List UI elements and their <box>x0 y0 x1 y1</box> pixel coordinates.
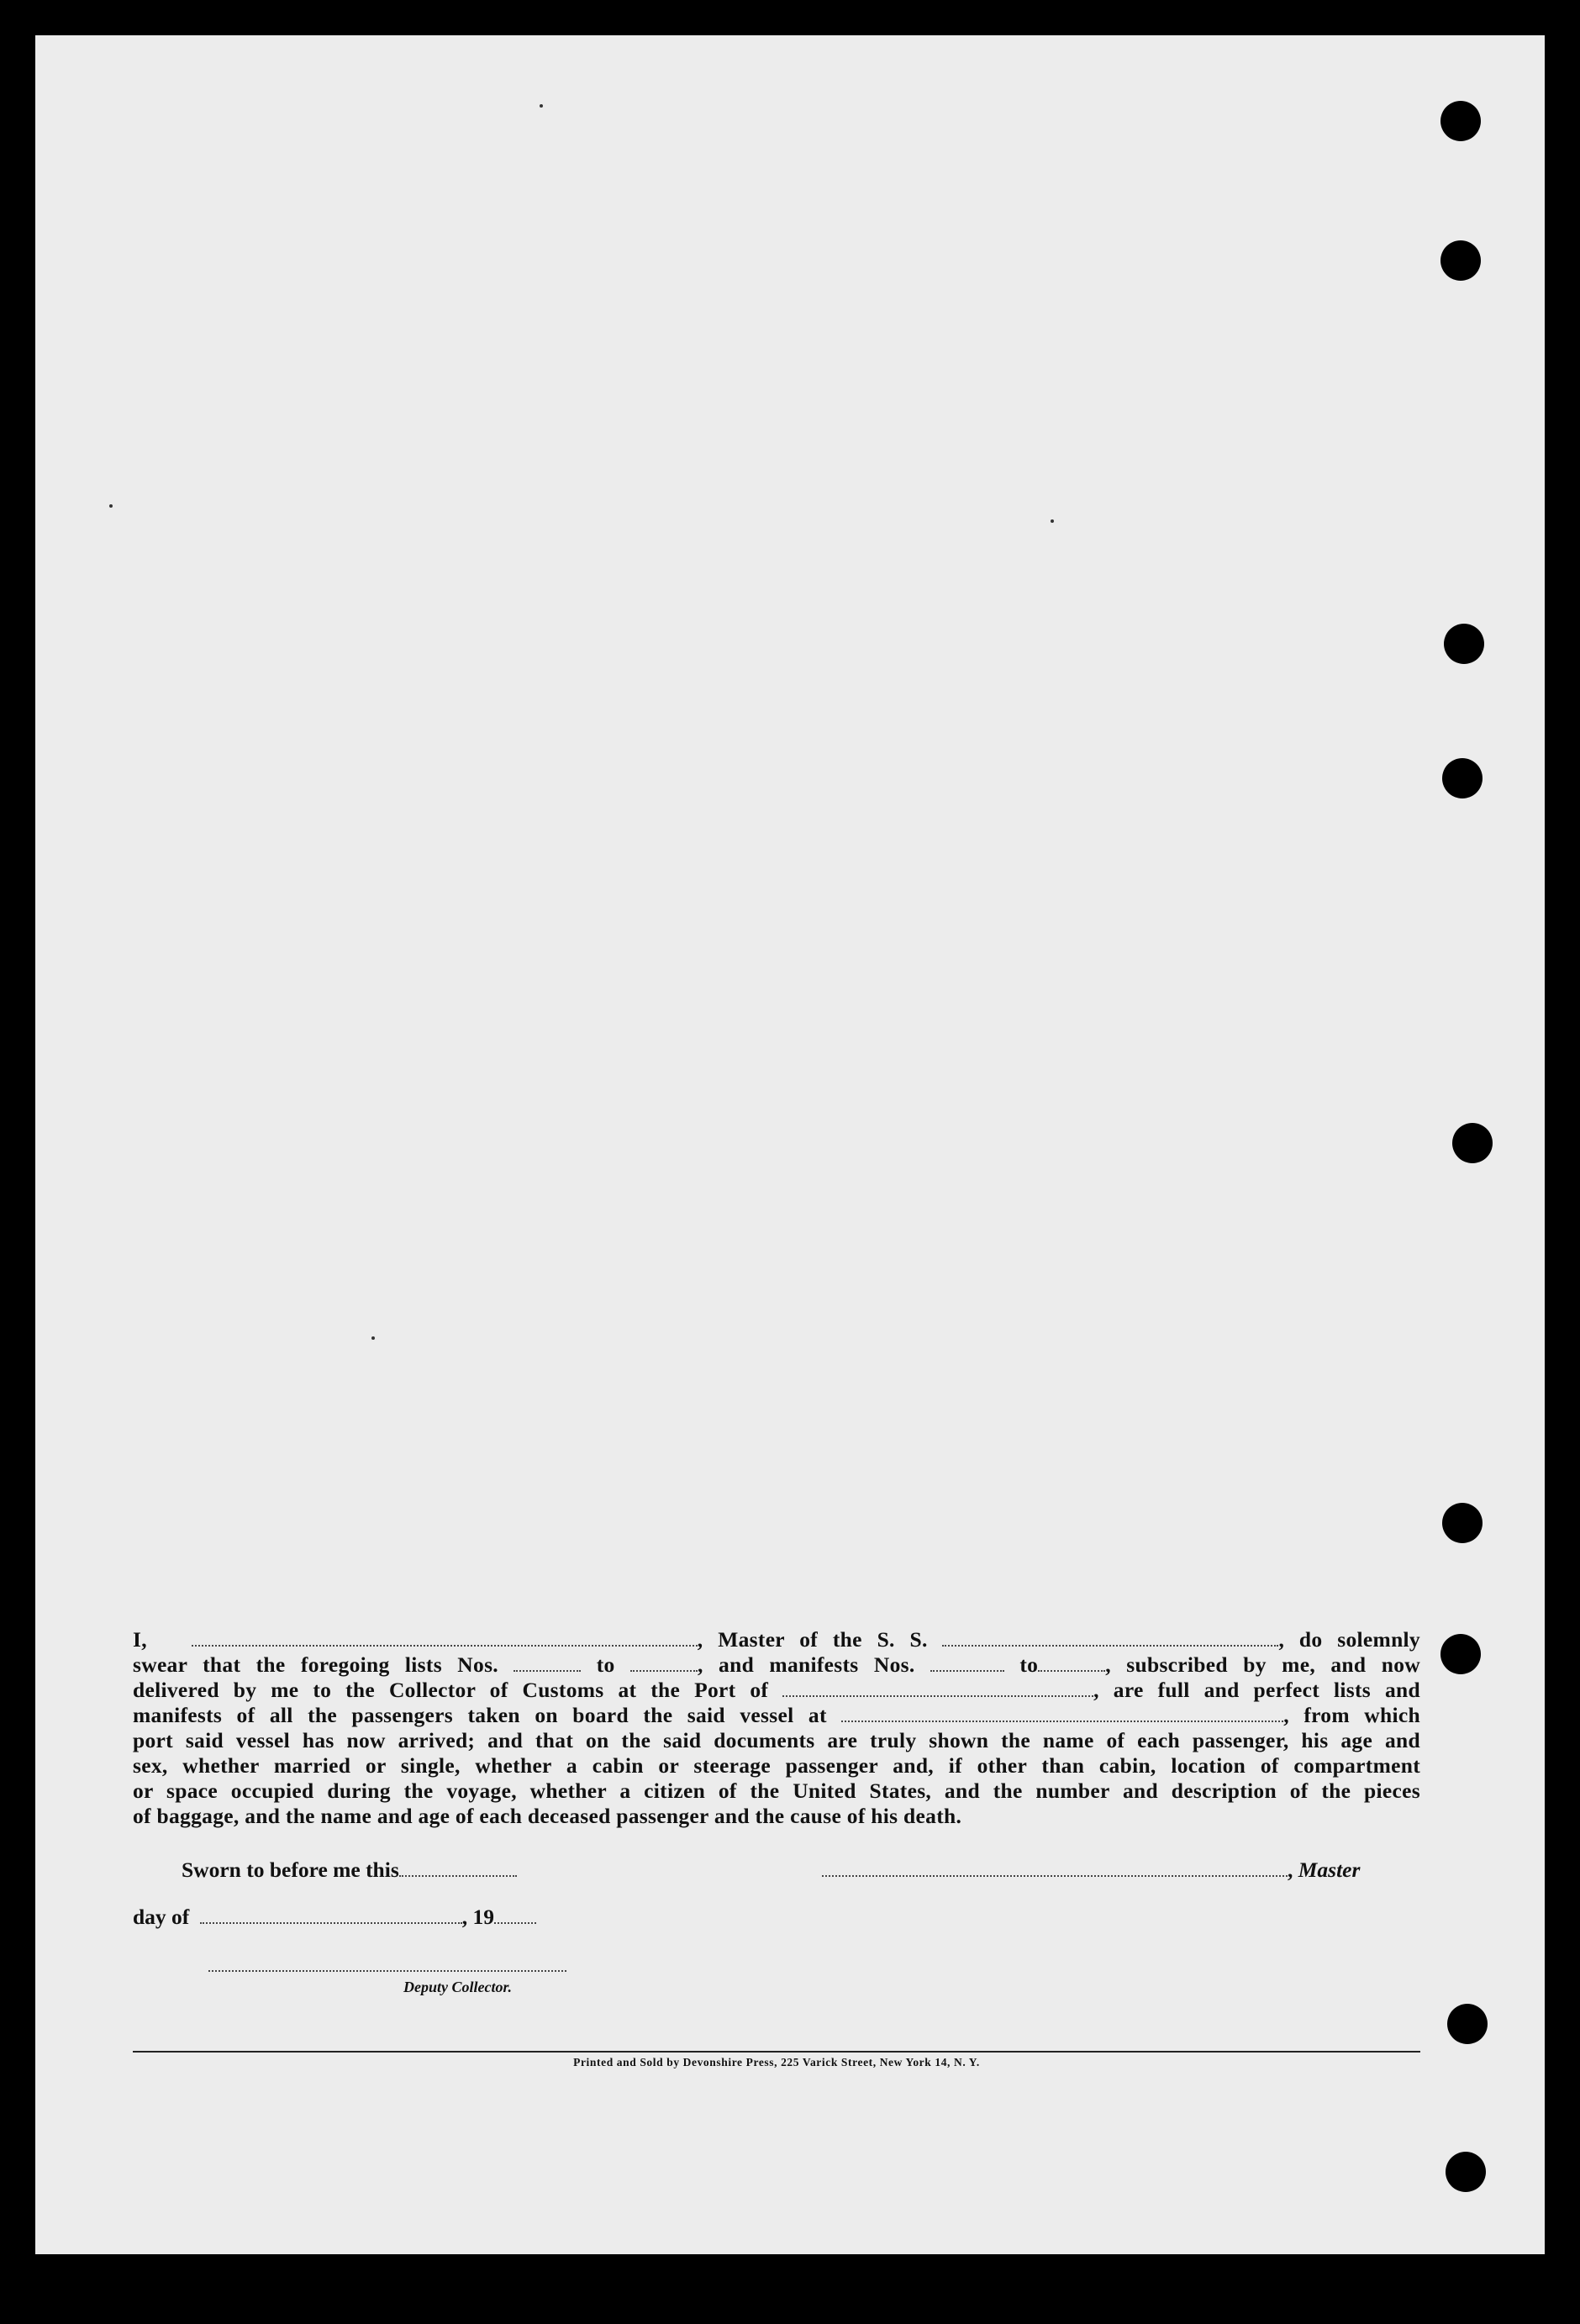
dust-speck <box>1051 519 1054 523</box>
master-name-field[interactable] <box>192 1628 698 1647</box>
dust-speck <box>109 504 113 508</box>
from-which-label: , from which <box>1283 1703 1420 1727</box>
port-field[interactable] <box>782 1678 1093 1697</box>
binder-hole <box>1447 2004 1488 2044</box>
manifests-label: , and manifests Nos. <box>697 1652 915 1677</box>
lists-label: swear that the foregoing lists Nos. <box>133 1652 498 1677</box>
footer-divider <box>133 2051 1420 2053</box>
master-signature-line: , Master <box>822 1858 1360 1883</box>
oath-line-8: of baggage, and the name and age of each deceased passenger and the cause of his death. <box>133 1804 962 1828</box>
ship-name-field[interactable] <box>942 1628 1278 1647</box>
to-label: to <box>596 1652 615 1677</box>
master-signature-field[interactable] <box>822 1858 1288 1877</box>
oath-line-2 <box>133 1652 1420 1678</box>
master-signature-label: Master <box>1298 1858 1361 1882</box>
oath-line-4 <box>133 1703 1420 1728</box>
deputy-collector-label: Deputy Collector. <box>403 1979 512 1995</box>
oath-pronoun: I, <box>133 1627 147 1652</box>
binder-hole <box>1440 1634 1481 1674</box>
binder-hole <box>1440 240 1481 281</box>
year-field[interactable] <box>494 1905 536 1924</box>
subscribed-label: , subscribed by me, and now <box>1105 1652 1421 1677</box>
manifest-no-from-field[interactable] <box>930 1653 1004 1672</box>
embark-port-field[interactable] <box>841 1704 1283 1722</box>
printer-imprint: Printed and Sold by Devonshire Press, 225 Varick Street, New York 14, N. Y. <box>573 2056 980 2068</box>
to-label-2: to <box>1019 1652 1039 1677</box>
list-no-from-field[interactable] <box>514 1653 581 1672</box>
sworn-line <box>182 1858 517 1883</box>
full-perfect-label: , are full and perfect lists and <box>1093 1678 1420 1702</box>
manifest-no-to-field[interactable] <box>1038 1653 1105 1672</box>
dust-speck <box>540 104 543 108</box>
oath-paragraph <box>133 1627 1420 1829</box>
list-no-to-field[interactable] <box>630 1653 698 1672</box>
month-field[interactable] <box>200 1905 462 1924</box>
year-prefix-label: , 19 <box>461 1905 494 1929</box>
oath-line-3 <box>133 1678 1420 1703</box>
binder-hole <box>1452 1123 1493 1163</box>
binder-hole <box>1440 101 1481 141</box>
oath-line-1 <box>133 1627 1420 1652</box>
taken-on-board-label: manifests of all the passengers taken on board the said vessel at <box>133 1703 827 1727</box>
binder-hole <box>1442 758 1483 798</box>
dust-speck <box>371 1336 375 1340</box>
solemnly-label: , do solemnly <box>1278 1627 1420 1652</box>
binder-hole <box>1444 624 1484 664</box>
deputy-signature-field[interactable] <box>208 1970 566 1972</box>
port-label: delivered by me to the Collector of Customs at the Port of <box>133 1678 769 1702</box>
oath-line-6: sex, whether married or single, whether a cabin or steerage passenger and, if other than cabin, location of compartment <box>133 1753 1420 1778</box>
binder-hole <box>1446 2152 1486 2192</box>
sworn-label: Sworn to before me this <box>182 1858 399 1882</box>
master-of-label: , Master of the S. S. <box>697 1627 928 1652</box>
oath-line-5: port said vessel has now arrived; and that on the said documents are truly shown the name of each passenger, his age and <box>133 1728 1420 1752</box>
day-of-label: day of <box>133 1905 190 1929</box>
day-of-line <box>133 1905 536 1930</box>
oath-line-7: or space occupied during the voyage, whether a citizen of the United States, and the number and description of the pieces <box>133 1779 1420 1803</box>
binder-hole <box>1442 1503 1483 1543</box>
sworn-date-field[interactable] <box>399 1858 517 1877</box>
form-page <box>35 35 1545 2254</box>
